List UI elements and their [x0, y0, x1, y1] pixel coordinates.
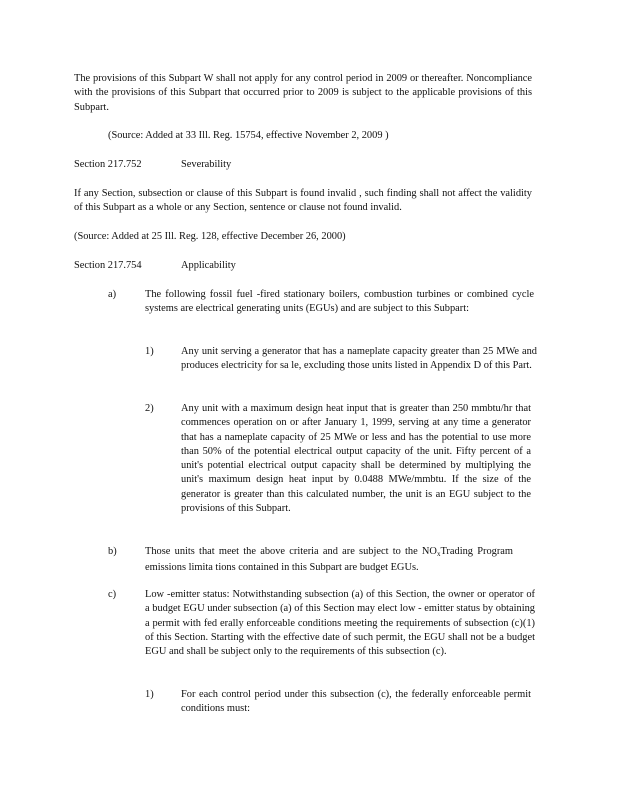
subsection-c-text: Low -emitter status: Notwithstanding subsection (a) of this Section, the owner or operator of a budget EGU under subsection (a) of this Section may elect low - emitter status by obtaining a permit with fed erally enforceable conditions meeting the requirements of subsection (c)(1) of this Section. Starting with the effective date of such permit, the EGU shall not be a budget EGU and shall be subject only to the requirements of this subsection (c). — [145, 589, 535, 658]
section-754-number: Section 217.754 — [74, 260, 142, 271]
subsection-b-text-end: Trading Program emissions limita tions contained in this Subpart are budget EGUs. — [145, 546, 513, 574]
item-c1-text: For each control period under this subsection (c), the federally enforceable permit conditions must: — [181, 689, 531, 715]
subsection-b-text — [145, 545, 513, 576]
section-752-body: If any Section, subsection or clause of this Subpart is found invalid , such finding shall not affect the validity of this Subpart as a whole or any Section, sentence or clause not found invalid. — [74, 188, 532, 214]
subsection-c-label: c) — [108, 589, 117, 600]
nox-subscript: x — [436, 550, 441, 558]
intro-paragraph: The provisions of this Subpart W shall not apply for any control period in 2009 or thereafter. Noncompliance with the provisions of this Subpart that occurred prior to 2009 is subject to the applicable provisions of this Subpart. — [74, 73, 532, 113]
subsection-b-label: b) — [108, 546, 117, 557]
intro-source-note: (Source: Added at 33 Ill. Reg. 15754, effective November 2, 2009 ) — [108, 130, 389, 141]
subsection-a-text: The following fossil fuel -fired stationary boilers, combustion turbines or combined cycle systems are electrical generating units (EGUs) and are subject to this Subpart: — [145, 289, 534, 315]
subsection-a-label: a) — [108, 289, 117, 300]
item-c1-label: 1) — [145, 689, 154, 700]
section-754-title: Applicability — [181, 260, 236, 271]
item-a1-text: Any unit serving a generator that has a nameplate capacity greater than 25 MWe and produces electricity for sa le, excluding those units listed in Appendix D of this Part. — [181, 346, 537, 372]
section-752-source-note: (Source: Added at 25 Ill. Reg. 128, effective December 26, 2000) — [74, 231, 346, 242]
subsection-b-text-start: Those units that meet the above criteria and are subject to the NO — [145, 546, 437, 557]
item-a2-label: 2) — [145, 403, 154, 414]
section-752-title: Severability — [181, 159, 232, 170]
section-752-number: Section 217.752 — [74, 159, 142, 170]
item-a2-text: Any unit with a maximum design heat input that is greater than 250 mmbtu/hr that commences operation on or after January 1, 1999, serving at any time a generator that has a nameplate capacity of 25 MWe or less and has the potential to use more than 50% of the potential electrical output capacity of the unit. Fifty percent of a unit's potential electrical output capacity shall be determined by multiplying the unit's maximum design heat input by 0.0488 MWe/mmbtu. If the size of the generator is greater than this calculated number, the unit is an EGU subject to the provisions of this Subpart. — [181, 403, 531, 515]
item-a1-label: 1) — [145, 346, 154, 357]
